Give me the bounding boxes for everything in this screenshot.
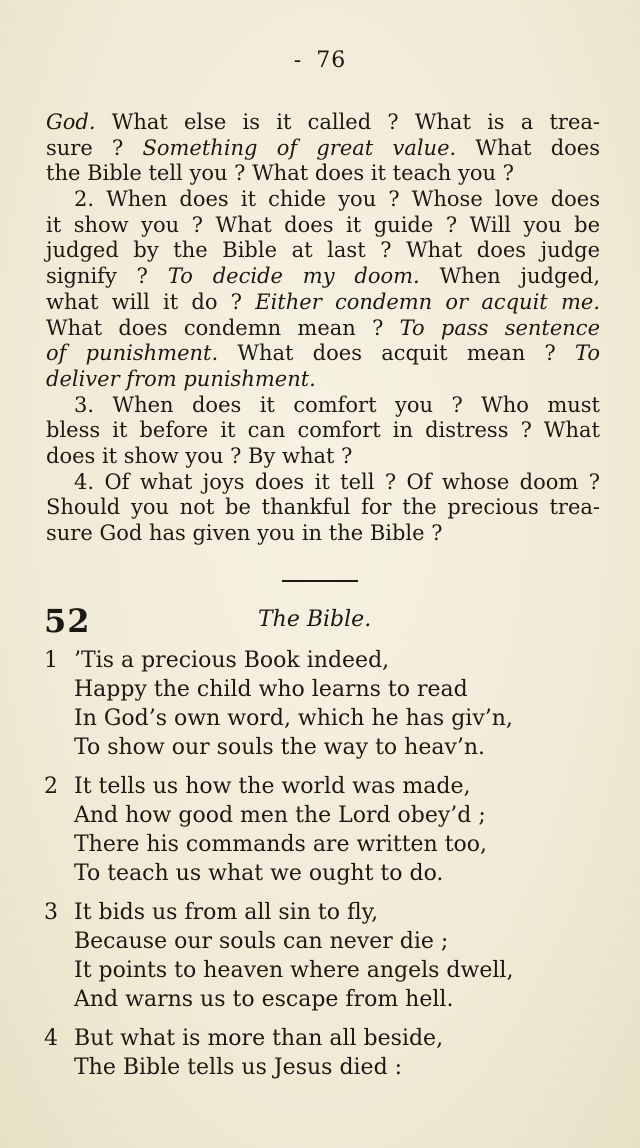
verse-line: It tells us how the world was made, (74, 774, 471, 799)
catechism-questions (46, 110, 600, 547)
question-line (46, 367, 600, 393)
italic-answer-text: To decide my doom. (167, 264, 420, 289)
stanza-number: 4 (44, 1026, 58, 1051)
question-text: signify ? (46, 264, 168, 289)
question-text: does it show you ? By what ? (46, 443, 353, 468)
verse-line: But what is more than all beside, (74, 1026, 444, 1051)
question-text: it show you ? What does it guide ? Will you be (46, 212, 600, 237)
page-number-value: 76 (316, 48, 347, 73)
stanza-number: 2 (44, 774, 58, 799)
question-text: the Bible tell you ? What does it teach you ? (46, 161, 514, 186)
question-line (46, 213, 600, 239)
verse-line: The Bible tells us Jesus died : (74, 1055, 403, 1080)
question-text: bless it before it can comfort in distress ? What (46, 418, 600, 443)
verse-line: It bids us from all sin to fly, (74, 900, 379, 925)
verse-line: Because our souls can never die ; (74, 929, 449, 954)
question-line (46, 495, 600, 521)
italic-answer-text: To (574, 341, 600, 366)
question-text: what will it do ? (46, 289, 256, 314)
question-text: When judged, (419, 264, 600, 289)
question-line (46, 470, 600, 496)
verse-line: Happy the child who learns to read (74, 677, 468, 702)
verse-line: In God’s own word, which he has giv’n, (74, 706, 513, 731)
question-text: sure ? (46, 135, 143, 160)
question-text: What does acquit mean ? (218, 341, 575, 366)
question-line (46, 521, 600, 547)
italic-answer-text: Something of great value. (142, 135, 457, 160)
stanza-number: 3 (44, 900, 58, 925)
stanza-number: 1 (44, 648, 58, 673)
question-text: judged by the Bible at last ? What does judge (46, 238, 600, 263)
verse-line: There his commands are written too, (74, 832, 488, 857)
stanza (44, 772, 604, 888)
verse-line: To teach us what we ought to do. (74, 861, 444, 886)
question-line (46, 341, 600, 367)
stanza (44, 898, 604, 1014)
question-line (46, 161, 600, 187)
verse-line: To show our souls the way to heav’n. (74, 735, 486, 760)
question-text: What does (456, 135, 600, 160)
section-divider (282, 580, 358, 582)
verse-line: ’Tis a precious Book indeed, (74, 648, 390, 673)
question-text: What does condemn mean ? (46, 315, 400, 340)
stanza (44, 646, 604, 762)
question-line (46, 187, 600, 213)
question-text: 3. When does it comfort you ? Who must (74, 392, 600, 417)
question-line (46, 316, 600, 342)
question-text: sure God has given you in the Bible ? (46, 521, 443, 545)
question-line (46, 393, 600, 419)
verse-line: And warns us to escape from hell. (74, 987, 454, 1012)
hymn-title: The Bible. (258, 607, 372, 632)
verse-line: It points to heaven where angels dwell, (74, 958, 514, 983)
question-line (46, 264, 600, 290)
page-number (0, 48, 640, 73)
italic-answer-text: of punishment. (46, 341, 219, 366)
question-line (46, 418, 600, 444)
question-text: 4. Of what joys does it tell ? Of whose doom ? (74, 469, 600, 494)
italic-answer-text: To pass sentence (399, 315, 600, 340)
question-text: What else is it called ? What is a trea- (95, 110, 600, 134)
page-number-dash: - (293, 48, 303, 73)
question-line (46, 238, 600, 264)
question-line (46, 136, 600, 162)
question-line (46, 110, 600, 136)
italic-answer-text: God. (46, 110, 96, 134)
italic-answer-text: deliver from punishment. (46, 366, 316, 391)
stanza (44, 1024, 604, 1082)
verse-line: And how good men the Lord obey’d ; (74, 803, 486, 828)
question-line (46, 290, 600, 316)
question-line (46, 444, 600, 470)
question-text: Should you not be thankful for the precious trea- (46, 495, 600, 520)
question-text: 2. When does it chide you ? Whose love does (74, 187, 600, 212)
italic-answer-text: Either condemn or acquit me. (255, 289, 600, 314)
hymn-number: 52 (44, 602, 91, 640)
